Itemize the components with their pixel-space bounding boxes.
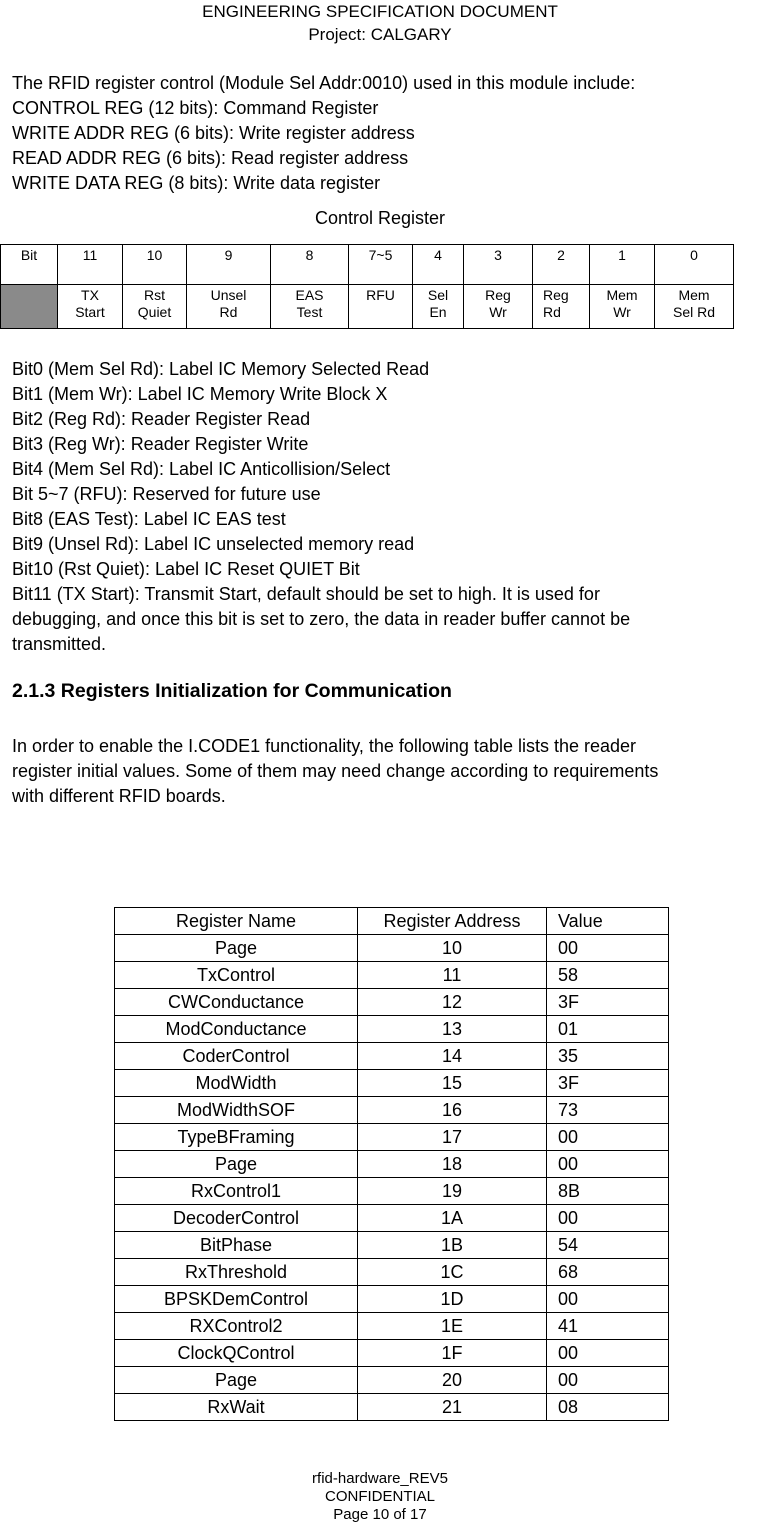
bit-name-text: Mem Wr [606,287,638,320]
bit-number-cell: 2 [533,245,590,285]
register-value-cell: 00 [547,1286,669,1313]
table-row [115,1016,669,1043]
register-address-cell: 12 [358,989,547,1016]
bit-name-text: Reg Rd [543,287,569,320]
intro-line: WRITE DATA REG (8 bits): Write data register [12,173,381,193]
table-row [115,962,669,989]
register-value-cell: 00 [547,935,669,962]
table-row [115,1070,669,1097]
register-name-cell: ClockQControl [115,1340,358,1367]
bit-description-line: Bit10 (Rst Quiet): Label IC Reset QUIET Bit [12,559,360,579]
bit-name-text: Reg Wr [485,287,511,320]
register-address-cell: 14 [358,1043,547,1070]
bit-description-line: Bit1 (Mem Wr): Label IC Memory Write Block X [12,384,388,404]
bit-name-cell [413,285,464,329]
bit-name-text: Mem Sel Rd [672,287,716,320]
register-name-cell: TypeBFraming [115,1124,358,1151]
section-body [12,734,760,809]
register-value-cell: 01 [547,1016,669,1043]
bit-name-cell [271,285,349,329]
table-row [115,1313,669,1340]
register-name-cell: Page [115,1367,358,1394]
table-row [115,1232,669,1259]
bit-number-row [1,245,734,285]
footer-confidential: CONFIDENTIAL [324,1488,435,1505]
register-value-cell: 3F [547,1070,669,1097]
section-heading: 2.1.3 Registers Initialization for Communication [12,680,452,702]
register-value-cell: 68 [547,1259,669,1286]
footer-page-number: Page 10 of 17 [333,1506,427,1523]
register-address-cell: 11 [358,962,547,989]
register-address-cell: 1B [358,1232,547,1259]
register-name-cell: BPSKDemControl [115,1286,358,1313]
bit-description-line: transmitted. [12,634,107,654]
table-row [115,1259,669,1286]
register-name-cell: Page [115,1151,358,1178]
bit-number-cell: 3 [464,245,533,285]
register-address-cell: 17 [358,1124,547,1151]
register-name-cell: CWConductance [115,989,358,1016]
table-row [115,935,669,962]
bit-description-line: Bit11 (TX Start): Transmit Start, default should be set to high. It is used for [12,584,600,604]
bit-name-cell [590,285,655,329]
intro-paragraph [12,71,760,196]
register-address-cell: 10 [358,935,547,962]
bit-description-line: Bit3 (Reg Wr): Reader Register Write [12,434,309,454]
table-row [115,1340,669,1367]
table-row [115,989,669,1016]
register-name-cell: RXControl2 [115,1313,358,1340]
bit-descriptions [12,357,760,657]
register-value-cell: 08 [547,1394,669,1421]
register-address-cell: 19 [358,1178,547,1205]
register-name-cell: ModWidth [115,1070,358,1097]
bit-description-line: debugging, and once this bit is set to zero, the data in reader buffer cannot be [12,609,631,629]
register-address-cell: 18 [358,1151,547,1178]
table-row [115,1286,669,1313]
register-name-cell: TxControl [115,962,358,989]
register-address-cell: 13 [358,1016,547,1043]
table-row [115,1097,669,1124]
table-row [115,1205,669,1232]
bit-name-cell [58,285,123,329]
bit-number-cell: 11 [58,245,123,285]
bit-name-text: Rst Quiet [137,287,172,320]
register-address-cell: 21 [358,1394,547,1421]
register-name-cell: ModConductance [115,1016,358,1043]
bit-name-text: Sel En [427,287,449,320]
register-value-cell: 00 [547,1124,669,1151]
table-row [115,1151,669,1178]
control-register-caption: Control Register [314,208,446,228]
register-value-cell: 41 [547,1313,669,1340]
bit-description-line: Bit4 (Mem Sel Rd): Label IC Anticollision/Select [12,459,391,479]
shaded-cell [1,285,58,329]
table-row [115,1043,669,1070]
register-value-cell: 35 [547,1043,669,1070]
section-body-line: register initial values. Some of them may need change according to requirements [12,761,659,781]
register-name-cell: RxControl1 [115,1178,358,1205]
bit-name-text: EAS Test [295,287,324,320]
bit-name-text: Unsel Rd [210,287,247,320]
register-name-cell: CoderControl [115,1043,358,1070]
column-header-register-name: Register Name [115,908,358,935]
intro-line: WRITE ADDR REG (6 bits): Write register address [12,123,415,143]
intro-line: CONTROL REG (12 bits): Command Register [12,98,379,118]
bit-number-cell: 1 [590,245,655,285]
table-row [115,1124,669,1151]
bit-name-text: RFU [366,287,395,303]
document-header [0,0,760,46]
document-footer [0,1470,760,1524]
column-header-value: Value [547,908,669,935]
bit-name-cell [349,285,413,329]
bit-number-cell: 7~5 [349,245,413,285]
bit-description-line: Bit 5~7 (RFU): Reserved for future use [12,484,321,504]
register-name-cell: Page [115,935,358,962]
bit-number-cell: 4 [413,245,464,285]
register-value-cell: 00 [547,1205,669,1232]
bit-header-cell: Bit [1,245,58,285]
register-address-cell: 1E [358,1313,547,1340]
register-table-body [115,935,669,1421]
column-header-register-address: Register Address [358,908,547,935]
bit-number-cell: 9 [187,245,271,285]
bit-name-cell [187,285,271,329]
register-name-cell: BitPhase [115,1232,358,1259]
bit-number-cell: 10 [123,245,187,285]
table-header-row [115,908,669,935]
register-value-cell: 00 [547,1367,669,1394]
header-title: ENGINEERING SPECIFICATION DOCUMENT [202,2,558,21]
register-address-cell: 1C [358,1259,547,1286]
bit-name-cell [533,285,590,329]
table-row [115,1394,669,1421]
bit-name-cell [123,285,187,329]
register-value-cell: 73 [547,1097,669,1124]
register-name-cell: ModWidthSOF [115,1097,358,1124]
register-address-cell: 1A [358,1205,547,1232]
header-project: Project: CALGARY [308,25,452,44]
register-value-cell: 3F [547,989,669,1016]
bit-description-line: Bit8 (EAS Test): Label IC EAS test [12,509,286,529]
register-value-cell: 54 [547,1232,669,1259]
register-value-cell: 8B [547,1178,669,1205]
bit-description-line: Bit2 (Reg Rd): Reader Register Read [12,409,311,429]
register-address-cell: 15 [358,1070,547,1097]
bit-description-line: Bit0 (Mem Sel Rd): Label IC Memory Selected Read [12,359,430,379]
register-address-cell: 1F [358,1340,547,1367]
intro-line: The RFID register control (Module Sel Addr:0010) used in this module include: [12,73,636,93]
section-body-line: In order to enable the I.CODE1 functionality, the following table lists the reader [12,736,637,756]
register-address-cell: 20 [358,1367,547,1394]
register-value-cell: 00 [547,1151,669,1178]
bit-name-cell [655,285,734,329]
table-row [115,1367,669,1394]
control-register-table [0,244,734,329]
intro-line: READ ADDR REG (6 bits): Read register address [12,148,409,168]
bit-name-row [1,285,734,329]
bit-name-text: TX Start [75,287,105,320]
bit-name-cell [464,285,533,329]
footer-filename: rfid-hardware_REV5 [312,1470,448,1487]
table-row [115,1178,669,1205]
bit-description-line: Bit9 (Unsel Rd): Label IC unselected memory read [12,534,415,554]
bit-number-cell: 0 [655,245,734,285]
register-value-cell: 58 [547,962,669,989]
register-name-cell: DecoderControl [115,1205,358,1232]
register-address-cell: 1D [358,1286,547,1313]
bit-number-cell: 8 [271,245,349,285]
register-name-cell: RxWait [115,1394,358,1421]
section-body-line: with different RFID boards. [12,786,226,806]
register-name-cell: RxThreshold [115,1259,358,1286]
register-address-cell: 16 [358,1097,547,1124]
register-init-table [114,907,669,1421]
register-value-cell: 00 [547,1340,669,1367]
